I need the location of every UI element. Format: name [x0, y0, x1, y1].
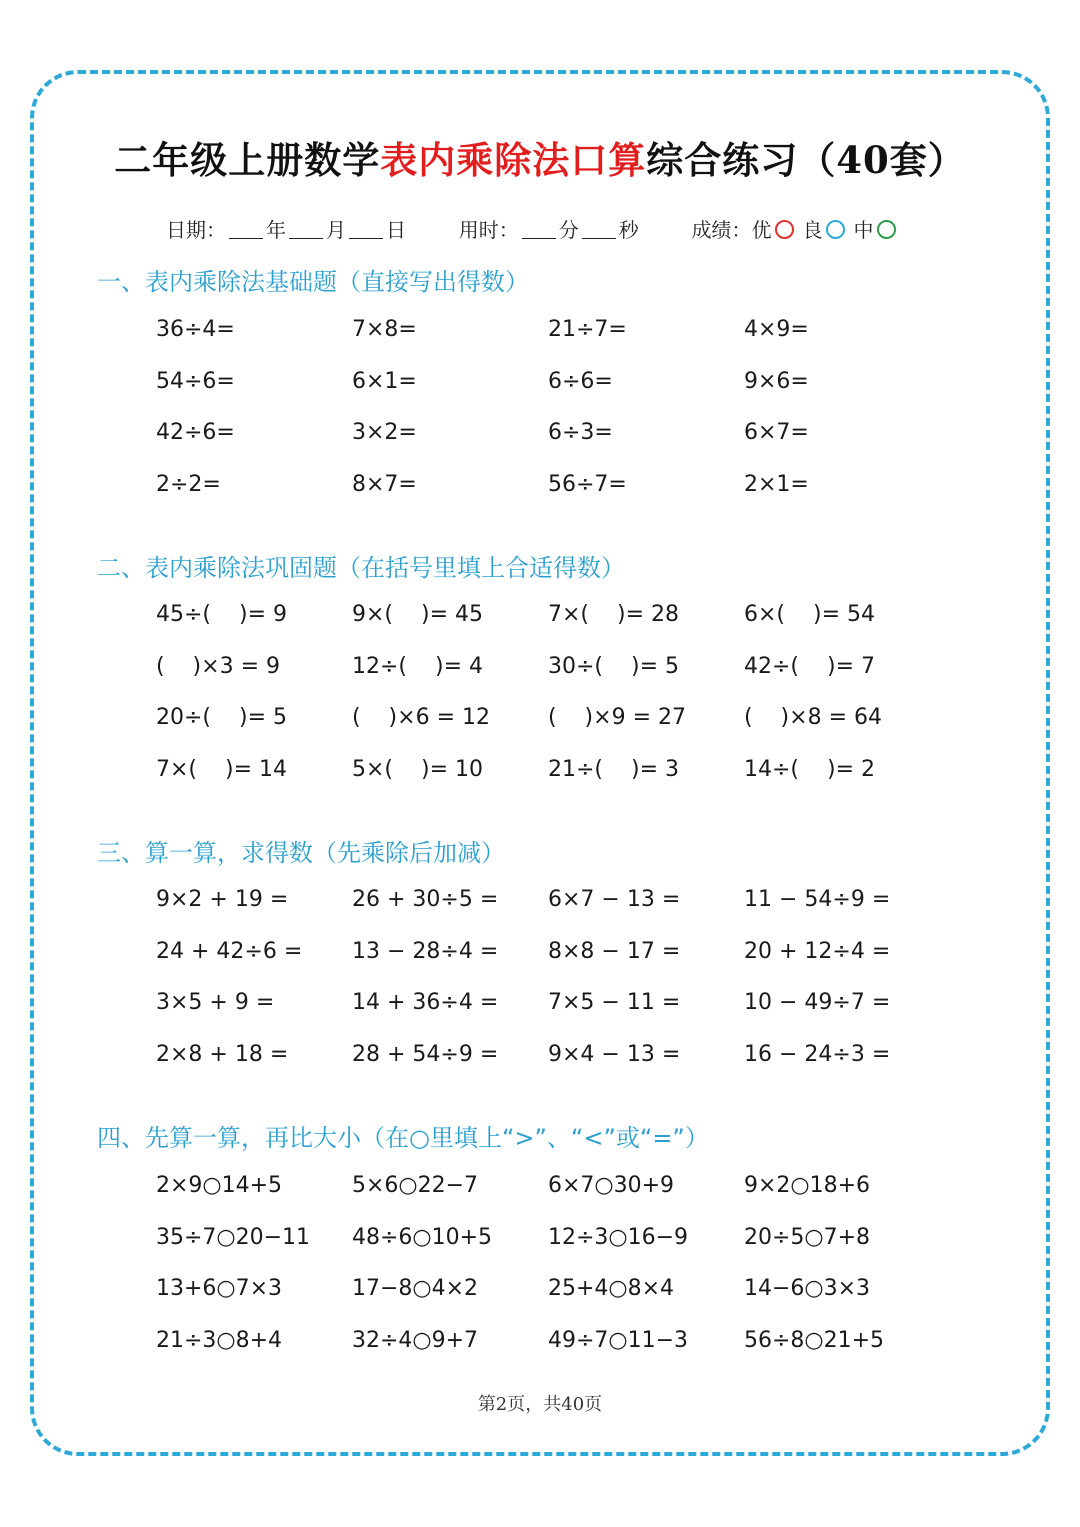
problem-row [156, 1212, 976, 1264]
grade-circle-icon [877, 220, 896, 239]
day-label: 日 [386, 218, 406, 242]
month-blank [289, 220, 323, 239]
problem-row [156, 744, 976, 796]
minute-label: 分 [558, 218, 579, 242]
problem-item: 13+6○7×3 [156, 1276, 283, 1302]
problem-item: 7×( )= 14 [156, 756, 287, 782]
problem-item: 20 + 12÷4 = [744, 938, 891, 964]
problem-item: 5×6○22−7 [352, 1173, 479, 1199]
info-line [166, 214, 904, 243]
problem-row [156, 1315, 976, 1367]
problem-item: 6×7 − 13 = [548, 887, 681, 913]
problem-item: 36÷4= [156, 317, 235, 343]
problem-item: 48÷6○10+5 [352, 1224, 493, 1250]
grade-label: 优 [751, 218, 772, 242]
problem-item: 6×1= [352, 368, 417, 394]
problem-item: 13 − 28÷4 = [352, 938, 499, 964]
problem-grid [156, 589, 976, 795]
title-highlight: 表内乘除法口算 [380, 138, 647, 182]
problem-item: 2×9○14+5 [156, 1173, 283, 1199]
problem-item: 5×( )= 10 [352, 756, 483, 782]
problem-item: 9×( )= 45 [352, 602, 483, 628]
year-label: 年 [266, 218, 286, 242]
time-label: 用时： [458, 218, 519, 242]
problem-row [156, 977, 976, 1029]
problem-item: 24 + 42÷6 = [156, 938, 303, 964]
problem-row [156, 589, 976, 641]
minute-blank [522, 220, 556, 239]
problem-item: 11 − 54÷9 = [744, 887, 891, 913]
problem-item: 30÷( )= 5 [548, 653, 679, 679]
problem-item: 6÷6= [548, 368, 613, 394]
problem-item: 7×( )= 28 [548, 602, 679, 628]
month-label: 月 [326, 218, 346, 242]
problem-item: 17−8○4×2 [352, 1276, 479, 1302]
problem-row [156, 641, 976, 693]
problem-item: 8×8 − 17 = [548, 938, 681, 964]
problem-row [156, 692, 976, 744]
problem-item: 25+4○8×4 [548, 1276, 675, 1302]
problem-item: 21÷7= [548, 317, 627, 343]
problem-item: 4×9= [744, 317, 809, 343]
problem-item: 21÷( )= 3 [548, 756, 679, 782]
problem-row [156, 926, 976, 978]
problem-item: 28 + 54÷9 = [352, 1041, 499, 1067]
problem-item: 45÷( )= 9 [156, 602, 287, 628]
problem-item: ( )×6 = 12 [352, 705, 490, 731]
problem-row [156, 874, 976, 926]
section-heading: 四、先算一算，再比大小（在○里填上“>”、“<”或“=”） [97, 1124, 709, 1152]
problem-item: 8×7= [352, 471, 417, 497]
problem-item: 9×2○18+6 [744, 1173, 871, 1199]
problem-row [156, 1160, 976, 1212]
page-footer: 第2页，共40页 [477, 1394, 603, 1415]
problem-item: 49÷7○11−3 [548, 1327, 689, 1353]
page-title [0, 130, 1080, 184]
problem-item: 21÷3○8+4 [156, 1327, 283, 1353]
problem-item: 12÷( )= 4 [352, 653, 483, 679]
day-blank [349, 220, 383, 239]
problem-item: 14−6○3×3 [744, 1276, 871, 1302]
problem-item: 14 + 36÷4 = [352, 990, 499, 1016]
problem-item: 12÷3○16−9 [548, 1224, 689, 1250]
problem-item: 3×5 + 9 = [156, 990, 275, 1016]
section-heading: 一、表内乘除法基础题（直接写出得数） [97, 268, 529, 296]
problem-item: 9×4 − 13 = [548, 1041, 681, 1067]
problem-item: ( )×9 = 27 [548, 705, 686, 731]
problem-row [156, 304, 976, 356]
title-part-1: 二年级上册数学 [114, 138, 381, 182]
problem-item: ( )×8 = 64 [744, 705, 882, 731]
problem-item: 9×6= [744, 368, 809, 394]
problem-item: 10 − 49÷7 = [744, 990, 891, 1016]
problem-item: 56÷7= [548, 471, 627, 497]
problem-item: 2÷2= [156, 471, 221, 497]
second-label: 秒 [618, 218, 639, 242]
section-heading: 二、表内乘除法巩固题（在括号里填上合适得数） [97, 554, 625, 582]
problem-item: 3×2= [352, 420, 417, 446]
problem-item: 20÷( )= 5 [156, 705, 287, 731]
date-label: 日期： [166, 218, 226, 242]
section-heading: 三、算一算，求得数（先乘除后加减） [97, 839, 505, 867]
problem-grid [156, 304, 976, 510]
score-label: 成绩： [691, 218, 752, 242]
problem-item: 42÷6= [156, 420, 235, 446]
problem-item: 6×( )= 54 [744, 602, 875, 628]
problem-grid [156, 874, 976, 1080]
problem-item: 26 + 30÷5 = [352, 887, 499, 913]
year-blank [229, 220, 263, 239]
problem-row [156, 1263, 976, 1315]
problem-item: 20÷5○7+8 [744, 1224, 871, 1250]
problem-item: 16 − 24÷3 = [744, 1041, 891, 1067]
problem-item: 6÷3= [548, 420, 613, 446]
problem-item: 9×2 + 19 = [156, 887, 289, 913]
grade-label: 良 [802, 218, 823, 242]
problem-row [156, 356, 976, 408]
problem-grid [156, 1160, 976, 1366]
grade-circle-icon [775, 220, 794, 239]
problem-item: 7×5 − 11 = [548, 990, 681, 1016]
grade-options [751, 218, 904, 242]
problem-item: 32÷4○9+7 [352, 1327, 479, 1353]
problem-item: 56÷8○21+5 [744, 1327, 885, 1353]
problem-item: 6×7○30+9 [548, 1173, 675, 1199]
problem-row [156, 459, 976, 511]
problem-item: 7×8= [352, 317, 417, 343]
problem-row [156, 1029, 976, 1081]
grade-circle-icon [826, 220, 845, 239]
problem-item: 2×1= [744, 471, 809, 497]
problem-item: 35÷7○20−11 [156, 1224, 311, 1250]
problem-item: 6×7= [744, 420, 809, 446]
title-part-3: 综合练习（40套） [646, 138, 966, 182]
problem-item: ( )×3 = 9 [156, 653, 280, 679]
problem-row [156, 407, 976, 459]
problem-item: 2×8 + 18 = [156, 1041, 289, 1067]
problem-item: 54÷6= [156, 368, 235, 394]
second-blank [582, 220, 616, 239]
grade-label: 中 [853, 218, 874, 242]
problem-item: 42÷( )= 7 [744, 653, 875, 679]
problem-item: 14÷( )= 2 [744, 756, 875, 782]
